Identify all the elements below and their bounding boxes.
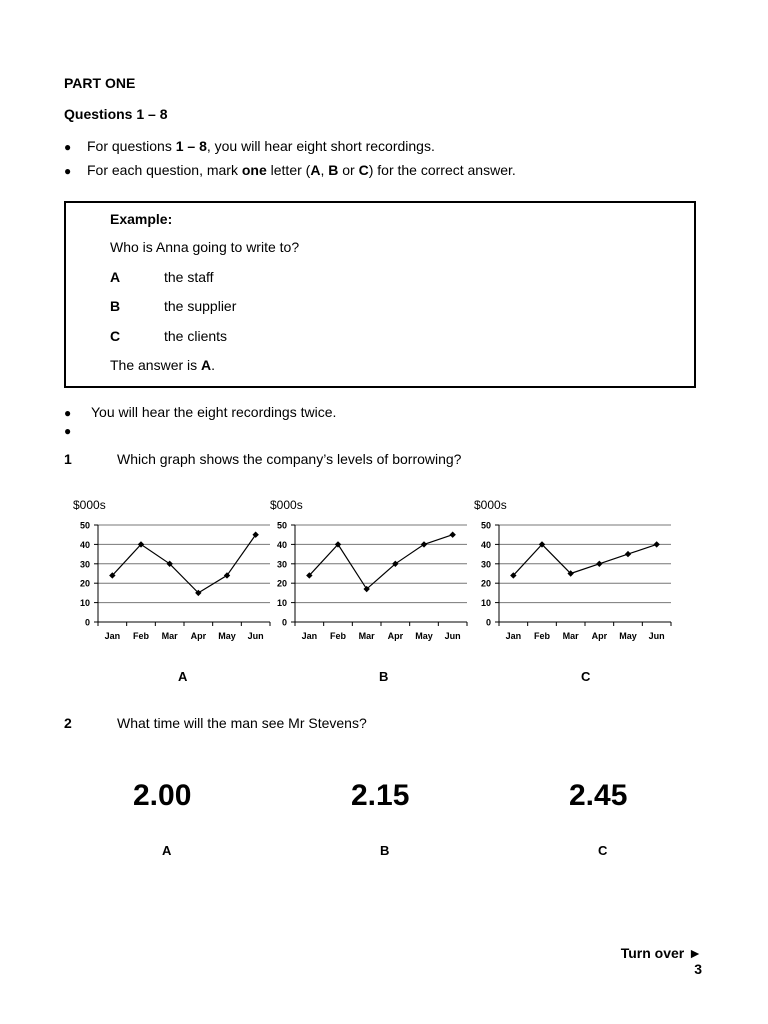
example-option-text-b: the supplier bbox=[164, 298, 237, 314]
example-question: Who is Anna going to write to? bbox=[110, 239, 300, 255]
chart-option-a[interactable]: A bbox=[178, 669, 188, 684]
data-point bbox=[449, 532, 455, 538]
y-tick-label: 20 bbox=[276, 578, 287, 589]
x-tick-label: Jun bbox=[247, 631, 264, 641]
x-tick-label: Jun bbox=[444, 631, 461, 641]
bullet-icon: ● bbox=[64, 164, 72, 178]
x-tick-label: May bbox=[415, 631, 433, 641]
x-tick-label: Mar bbox=[358, 631, 375, 641]
y-tick-label: 40 bbox=[276, 539, 287, 550]
chart-unit-label: $000s bbox=[474, 498, 507, 512]
example-option-letter-c: C bbox=[110, 328, 121, 344]
data-point bbox=[625, 551, 631, 557]
x-tick-label: Feb bbox=[329, 631, 347, 641]
y-tick-label: 30 bbox=[276, 559, 287, 570]
y-tick-label: 10 bbox=[79, 598, 90, 609]
time-letter-c[interactable]: C bbox=[598, 843, 608, 858]
x-tick-label: Mar bbox=[562, 631, 579, 641]
line-chart bbox=[73, 498, 283, 648]
time-option-b: 2.15 bbox=[351, 779, 410, 812]
x-tick-label: May bbox=[218, 631, 236, 641]
example-option-letter-a: A bbox=[110, 269, 121, 285]
y-tick-label: 20 bbox=[480, 578, 491, 589]
y-tick-label: 50 bbox=[480, 520, 491, 531]
line-chart bbox=[474, 498, 684, 648]
y-tick-label: 30 bbox=[480, 559, 491, 570]
x-tick-label: Mar bbox=[161, 631, 178, 641]
x-tick-label: Jan bbox=[104, 631, 121, 641]
example-option-letter-b: B bbox=[110, 298, 121, 314]
turn-over-label: Turn over ► bbox=[620, 945, 702, 961]
y-tick-label: 0 bbox=[281, 617, 287, 628]
x-tick-label: Feb bbox=[132, 631, 150, 641]
question-1-text: Which graph shows the company’s levels of borrowing? bbox=[117, 451, 462, 467]
y-tick-label: 30 bbox=[79, 559, 90, 570]
x-tick-label: Apr bbox=[190, 631, 207, 641]
y-tick-label: 40 bbox=[79, 539, 90, 550]
chart-option-b[interactable]: B bbox=[379, 669, 389, 684]
series-line bbox=[513, 544, 656, 575]
y-tick-label: 50 bbox=[79, 520, 90, 531]
y-tick-label: 0 bbox=[84, 617, 90, 628]
time-letter-a[interactable]: A bbox=[162, 843, 172, 858]
recordings-note: You will hear the eight recordings twice. bbox=[91, 404, 337, 420]
question-2-number: 2 bbox=[64, 715, 72, 731]
series-line bbox=[309, 535, 452, 589]
chart-c bbox=[474, 498, 684, 648]
time-option-a: 2.00 bbox=[133, 779, 192, 812]
y-tick-label: 10 bbox=[276, 598, 287, 609]
chart-b bbox=[270, 498, 480, 648]
chart-a bbox=[73, 498, 283, 648]
instruction-line-1: For questions 1 – 8, you will hear eight short recordings. bbox=[87, 138, 435, 154]
example-option-text-c: the clients bbox=[164, 328, 228, 344]
time-option-c: 2.45 bbox=[569, 779, 628, 812]
chart-option-c[interactable]: C bbox=[581, 669, 591, 684]
data-point bbox=[653, 541, 659, 547]
chart-unit-label: $000s bbox=[270, 498, 303, 512]
chart-unit-label: $000s bbox=[73, 498, 106, 512]
x-tick-label: Feb bbox=[533, 631, 551, 641]
example-heading: Example: bbox=[110, 211, 173, 227]
y-tick-label: 40 bbox=[480, 539, 491, 550]
questions-heading: Questions 1 – 8 bbox=[64, 106, 168, 122]
bullet-icon: ● bbox=[64, 424, 72, 438]
page-number: 3 bbox=[694, 961, 702, 977]
bullet-icon: ● bbox=[64, 406, 72, 420]
y-tick-label: 50 bbox=[276, 520, 287, 531]
question-2-text: What time will the man see Mr Stevens? bbox=[117, 715, 367, 731]
example-option-text-a: the staff bbox=[164, 269, 214, 285]
x-tick-label: Jun bbox=[648, 631, 665, 641]
y-tick-label: 10 bbox=[480, 598, 491, 609]
line-chart bbox=[270, 498, 480, 648]
x-tick-label: Apr bbox=[591, 631, 608, 641]
x-tick-label: Jan bbox=[505, 631, 522, 641]
y-tick-label: 0 bbox=[485, 617, 491, 628]
y-tick-label: 20 bbox=[79, 578, 90, 589]
data-point bbox=[596, 561, 602, 567]
question-1-number: 1 bbox=[64, 451, 72, 467]
x-tick-label: May bbox=[619, 631, 637, 641]
x-tick-label: Apr bbox=[387, 631, 404, 641]
bullet-icon: ● bbox=[64, 140, 72, 154]
part-title: PART ONE bbox=[64, 75, 136, 91]
instruction-line-2: For each question, mark one letter (A, B or C) for the correct answer. bbox=[87, 162, 516, 178]
time-letter-b[interactable]: B bbox=[380, 843, 390, 858]
x-tick-label: Jan bbox=[301, 631, 318, 641]
example-answer: The answer is A. bbox=[110, 357, 216, 373]
